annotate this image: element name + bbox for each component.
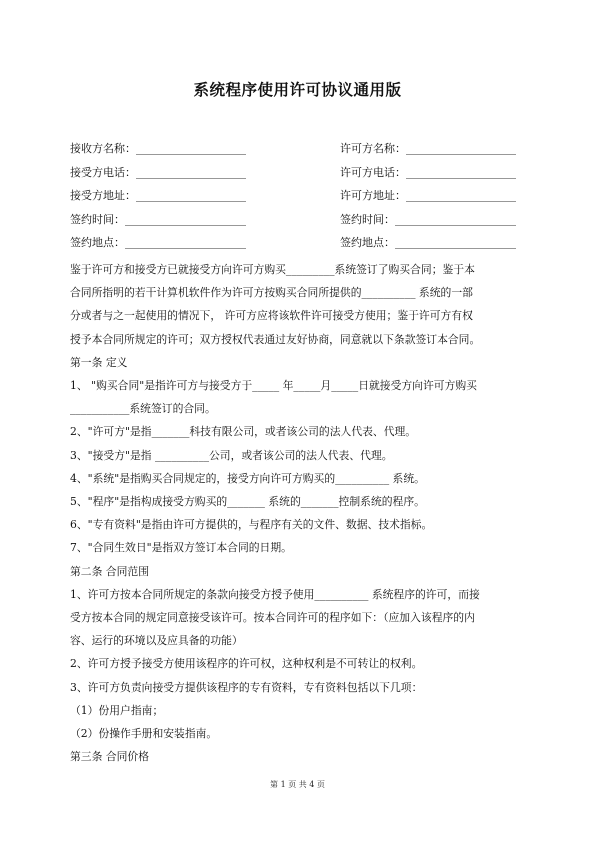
body-line: 2、许可方授予接受方使用该程序的许可权，这种权利是不可转让的权利。 [70,657,423,671]
licensor-name-field: 许可方名称：____________________ [340,142,516,155]
body-line: 1、 "购买合同"是指许可方与接受方于_____ 年_____月_____日就接受方向许可方购买 [70,379,477,393]
body-line: 4、"系统"是指购买合同规定的，接受方向许可方购买的__________ 系统。 [70,471,425,485]
body-line: 1、许可方按本合同所规定的条款向接受方授予使用__________ 系统程序的许可，而接 [70,587,480,601]
section-heading: 第一条 定义 [70,355,128,369]
licensor-address-field: 许可方地址：____________________ [340,189,516,202]
field-row [70,164,530,188]
receiver-address-field: 接受方地址：____________________ [70,189,246,202]
document-title: 系统程序使用许可协议通用版 [193,81,402,99]
body-line: ___________系统签订的合同。 [70,402,216,416]
body-line: 5、"程序"是指构成接受方购买的_______ 系统的_______控制系统的程序。 [70,495,425,509]
field-row [70,234,530,258]
field-row [70,140,530,164]
body-line: （1）份用户指南； [70,703,164,717]
body-line: 受方按本合同的规定同意接受该许可。按本合同许可的程序如下：（应加入该程序的内 [70,611,475,625]
body-line: 鉴于许可方和接受方已就接受方向许可方购买_________系统签订了购买合同；鉴于本 [70,263,475,276]
receiver-name-field: 接收方名称：____________________ [70,142,246,155]
sign-time-field-right: 签约时间：______________________ [340,212,516,226]
body-line: 2、"许可方"是指_______科技有限公司，或者该公司的法人代表、代理。 [70,425,417,439]
section-heading: 第二条 合同范围 [70,564,150,578]
licensor-phone-field: 许可方电话：____________________ [340,165,516,179]
body-line: 7、"合同生效日"是指双方签订本合同的日期。 [70,541,292,555]
body-line: 分或者与之一起使用的情况下， 许可方应将该软件许可接受方使用；鉴于许可方有权 [70,309,473,323]
party-info-fields [70,140,530,258]
body-line: 6、"专有资料"是指由许可方提供的，与程序有关的文件、数据、技术指标。 [70,518,433,532]
body-line: 合同所指明的若干计算机软件作为许可方按购买合同所提供的__________ 系统的一部 [70,286,473,300]
body-line: 授予本合同所规定的许可；双方授权代表通过友好协商，同意就以下条款签订本合同。 [70,332,481,346]
field-row [70,187,530,211]
sign-time-field-left: 签约时间：______________________ [70,212,246,226]
section-heading: 第三条 合同价格 [70,750,150,764]
receiver-phone-field: 接受方电话：____________________ [70,165,246,179]
field-row [70,211,530,235]
contract-body [70,258,529,768]
sign-place-field-left: 签约地点：______________________ [70,236,246,249]
body-line: 3、许可方负责向接受方提供该程序的专有资料，专有资料包括以下几项： [70,680,423,694]
page-number: 第 1 页 共 4 页 [270,780,325,789]
body-line: （2）份操作手册和安装指南。 [70,727,218,741]
sign-place-field-right: 签约地点：______________________ [340,236,516,249]
body-line: 容、运行的环境以及应具备的功能） [70,634,243,648]
body-line: 3、"接受方"是指 __________公司，或者该公司的法人代表、代理。 [70,448,393,462]
